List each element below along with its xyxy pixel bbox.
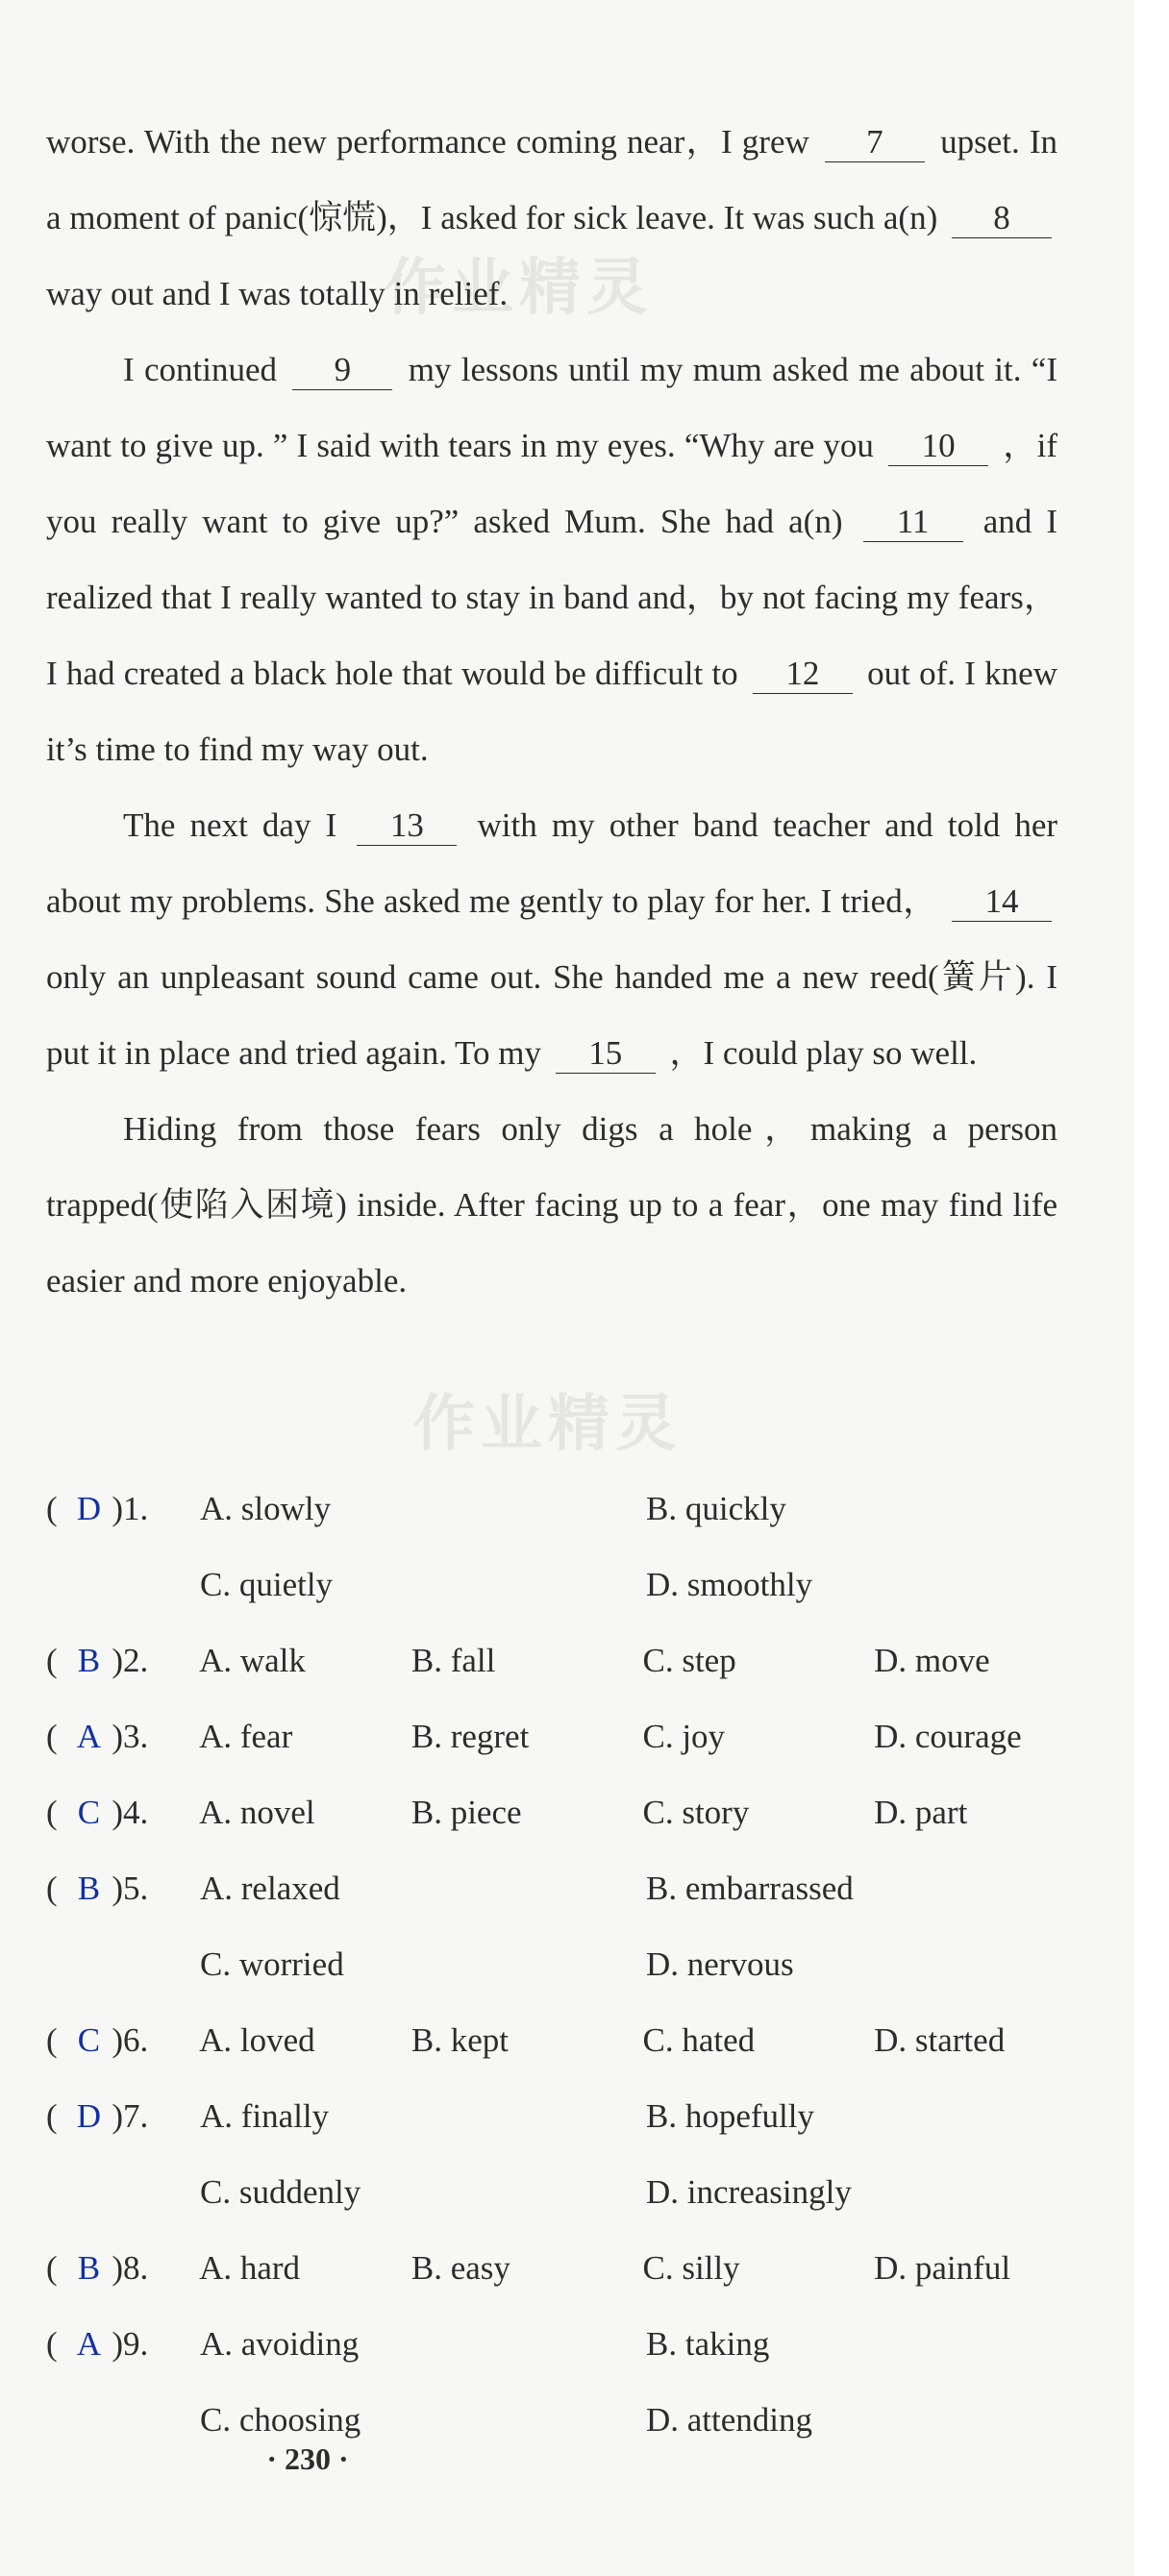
passage-text: my lessons until my mum asked me about it. “I want to give up. ” I said with tears in my eyes. “Why are you xyxy=(46,351,1057,464)
option-d: D. move xyxy=(874,1641,990,1679)
passage-text: way out and I was totally in relief. xyxy=(46,275,509,312)
answer-mark: A xyxy=(76,2324,102,2363)
option-b: B. embarrassed xyxy=(646,1869,854,1907)
passage-text: and I realized that I really wanted to stay in band and，by not facing my fears，I had created a black hole that would be difficult to xyxy=(46,503,1057,692)
question-3 xyxy=(46,1698,1065,1774)
blank-10: 10 xyxy=(888,427,988,466)
question-number: )6. xyxy=(112,2020,149,2059)
passage-text: I continued xyxy=(123,351,278,388)
answer-mark: C xyxy=(77,1793,101,1831)
answer-mark: B xyxy=(77,1869,101,1907)
answer-bracket: ( B )2. xyxy=(46,1641,149,1679)
question-number: )8. xyxy=(112,2248,149,2287)
blank-15: 15 xyxy=(556,1034,656,1074)
watermark: 作业精灵 xyxy=(385,253,654,324)
question-5 xyxy=(46,1850,1065,1926)
paragraph xyxy=(46,332,1057,787)
option-a: A. walk xyxy=(199,1641,306,1679)
option-a: A. finally xyxy=(200,2096,330,2135)
option-a: A. fear xyxy=(199,1717,293,1755)
option-d: D. nervous xyxy=(646,1944,794,1983)
question-7 xyxy=(46,2078,1065,2154)
option-d: D. part xyxy=(874,1793,968,1831)
paragraph xyxy=(46,1091,1057,1319)
option-c: C. quietly xyxy=(200,1565,334,1603)
passage-text: only an unpleasant sound came out. She handed me a new reed(簧片). I put it in place and tried again. To my xyxy=(46,958,1057,1072)
option-a: A. slowly xyxy=(200,1489,332,1527)
question-2 xyxy=(46,1622,1065,1698)
option-d: D. started xyxy=(874,2020,1006,2059)
question-number: )3. xyxy=(112,1717,149,1755)
option-c: C. suddenly xyxy=(200,2172,361,2211)
question-4 xyxy=(46,1774,1065,1850)
option-c: C. worried xyxy=(200,1944,344,1983)
question-8 xyxy=(46,2230,1065,2306)
option-c: C. silly xyxy=(642,2248,740,2287)
watermark: 作业精灵 xyxy=(413,1389,683,1460)
option-c: C. story xyxy=(642,1793,750,1831)
option-c: C. joy xyxy=(642,1717,726,1755)
option-b: B. fall xyxy=(410,1641,496,1679)
blank-14: 14 xyxy=(952,882,1052,922)
passage-text: ，if you really want to give up?” asked Mum. She had a(n) xyxy=(46,427,1058,540)
option-d: D. courage xyxy=(874,1717,1022,1755)
option-b: B. regret xyxy=(410,1717,530,1755)
question-list xyxy=(46,1471,1065,2458)
option-d: D. attending xyxy=(646,2400,813,2439)
option-d: D. smoothly xyxy=(646,1565,813,1603)
option-b: B. kept xyxy=(410,2020,509,2059)
passage-text: with my other band teacher and told her about my problems. She asked me gently to play for her. I tried， xyxy=(46,806,1058,920)
blank-13: 13 xyxy=(357,806,457,846)
question-number: )2. xyxy=(112,1641,149,1679)
option-d: D. painful xyxy=(874,2248,1011,2287)
answer-mark: D xyxy=(76,1489,102,1527)
answer-mark: A xyxy=(76,1717,102,1755)
paragraph xyxy=(46,787,1057,1091)
question-number: )1. xyxy=(112,1489,149,1527)
passage-text: The next day I xyxy=(123,806,337,844)
option-b: B. taking xyxy=(646,2324,770,2363)
option-a: A. loved xyxy=(199,2020,315,2059)
blank-9: 9 xyxy=(292,351,392,390)
option-b: B. quickly xyxy=(646,1489,786,1527)
blank-12: 12 xyxy=(753,655,853,694)
answer-bracket: ( D )7. xyxy=(46,2096,149,2135)
question-number: )4. xyxy=(112,1793,149,1831)
answer-mark: B xyxy=(77,1641,101,1679)
blank-7: 7 xyxy=(825,123,925,162)
option-d: D. increasingly xyxy=(646,2172,852,2211)
page-number: · 230 · xyxy=(266,2441,349,2476)
question-number: )5. xyxy=(112,1869,149,1907)
question-number: )9. xyxy=(112,2324,149,2363)
answer-mark: C xyxy=(77,2020,101,2059)
option-a: A. avoiding xyxy=(200,2324,360,2363)
answer-bracket: ( B )8. xyxy=(46,2248,149,2287)
option-a: A. relaxed xyxy=(200,1869,340,1907)
blank-8: 8 xyxy=(952,199,1052,238)
question-1 xyxy=(46,1471,1065,1547)
answer-bracket: ( A )9. xyxy=(46,2324,149,2363)
question-9 xyxy=(46,2306,1065,2382)
answer-bracket: ( C )4. xyxy=(46,1793,149,1831)
option-c: C. hated xyxy=(642,2020,756,2059)
passage-text: upset. In a moment of panic(惊慌)，I asked for sick leave. It was such a(n) xyxy=(46,123,1057,236)
answer-mark: B xyxy=(77,2248,101,2287)
passage-text: ，I could play so well. xyxy=(669,1034,978,1072)
option-b: B. hopefully xyxy=(646,2096,814,2135)
question-5-cont xyxy=(46,1926,1065,2002)
question-1-cont xyxy=(46,1547,1065,1622)
answer-mark: D xyxy=(76,2096,102,2135)
answer-bracket: ( A )3. xyxy=(46,1717,149,1755)
option-b: B. piece xyxy=(410,1793,522,1831)
question-7-cont xyxy=(46,2154,1065,2230)
answer-bracket: ( B )5. xyxy=(46,1869,149,1907)
option-c: C. step xyxy=(642,1641,736,1679)
question-6 xyxy=(46,2002,1065,2078)
option-b: B. easy xyxy=(410,2248,510,2287)
paragraph xyxy=(46,104,1057,332)
passage xyxy=(46,104,1057,1319)
answer-bracket: ( D )1. xyxy=(46,1489,149,1527)
question-number: )7. xyxy=(112,2096,149,2135)
option-a: A. hard xyxy=(199,2248,301,2287)
blank-11: 11 xyxy=(863,503,963,542)
option-a: A. novel xyxy=(199,1793,315,1831)
option-c: C. choosing xyxy=(200,2400,361,2439)
passage-text: worse. With the new performance coming near，I grew xyxy=(46,123,809,161)
passage-text: Hiding from those fears only digs a hole，making a person trapped(使陷入困境) inside. After facing up to a fear，one may find life easier and more enjoyable. xyxy=(46,1110,1057,1300)
answer-bracket: ( C )6. xyxy=(46,2020,149,2059)
passage-text: out of. I knew it’s time to find my way out. xyxy=(46,655,1057,768)
